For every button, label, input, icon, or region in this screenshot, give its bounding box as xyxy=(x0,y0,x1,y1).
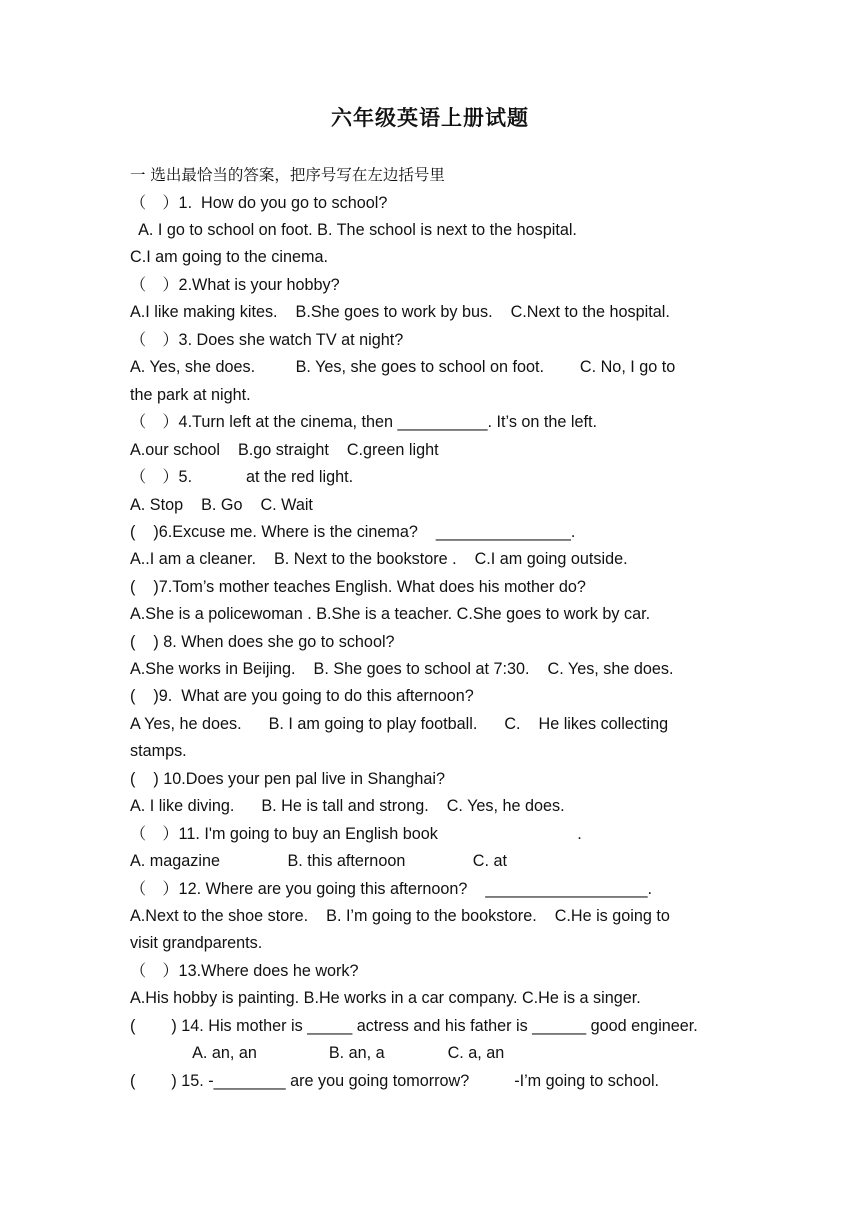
option-line: A. magazine B. this afternoon C. at xyxy=(130,852,507,870)
option-line: A. an, an B. an, a C. a, an xyxy=(130,1044,505,1062)
question-line: （ ）13.Where does he work? xyxy=(130,962,359,980)
question-line: ( )6.Excuse me. Where is the cinema? _______________. xyxy=(130,523,576,541)
option-line: C.I am going to the cinema. xyxy=(130,248,328,266)
option-line: A. I like diving. B. He is tall and strong. C. Yes, he does. xyxy=(130,797,565,815)
question-line: ( ) 10.Does your pen pal live in Shanghai? xyxy=(130,770,445,788)
option-line: A.I like making kites. B.She goes to work by bus. C.Next to the hospital. xyxy=(130,303,670,321)
question-line: ( )7.Tom’s mother teaches English. What does his mother do? xyxy=(130,578,586,596)
question-line: （ ）5. at the red light. xyxy=(130,468,354,486)
option-line: A.She is a policewoman . B.She is a teacher. C.She goes to work by car. xyxy=(130,605,651,623)
option-line: A. Stop B. Go C. Wait xyxy=(130,496,313,514)
question-line: ( )9. What are you going to do this afternoon? xyxy=(130,687,474,705)
question-line: （ ）12. Where are you going this afternoon? __________________. xyxy=(130,880,652,898)
option-line: A.Next to the shoe store. B. I’m going to the bookstore. C.He is going to xyxy=(130,907,670,925)
option-line: A.our school B.go straight C.green light xyxy=(130,441,439,459)
option-line: the park at night. xyxy=(130,386,251,404)
question-line: （ ）4.Turn left at the cinema, then __________. It’s on the left. xyxy=(130,413,598,431)
option-line: A. Yes, she does. B. Yes, she goes to school on foot. C. No, I go to xyxy=(130,358,676,376)
question-line: ( ) 14. His mother is _____ actress and his father is ______ good engineer. xyxy=(130,1017,698,1035)
question-line: ( ) 8. When does she go to school? xyxy=(130,633,395,651)
question-line: （ ）1. How do you go to school? xyxy=(130,194,388,212)
option-line: visit grandparents. xyxy=(130,934,263,952)
page-title: 六年级英语上册试题 xyxy=(331,105,529,130)
section-heading: 一 选出最恰当的答案，把序号写在左边括号里 xyxy=(130,166,445,184)
question-line: ( ) 15. -________ are you going tomorrow? -I’m going to school. xyxy=(130,1072,660,1090)
option-line: A. I go to school on foot. B. The school is next to the hospital. xyxy=(130,221,577,239)
option-line: A Yes, he does. B. I am going to play football. C. He likes collecting xyxy=(130,715,669,733)
question-line: （ ）11. I'm going to buy an English book . xyxy=(130,825,582,843)
option-line: stamps. xyxy=(130,742,187,760)
question-line: （ ）3. Does she watch TV at night? xyxy=(130,331,404,349)
option-line: A.His hobby is painting. B.He works in a car company. C.He is a singer. xyxy=(130,989,641,1007)
option-line: A.She works in Beijing. B. She goes to school at 7:30. C. Yes, she does. xyxy=(130,660,674,678)
option-line: A..I am a cleaner. B. Next to the bookstore . C.I am going outside. xyxy=(130,550,628,568)
question-line: （ ）2.What is your hobby? xyxy=(130,276,340,294)
